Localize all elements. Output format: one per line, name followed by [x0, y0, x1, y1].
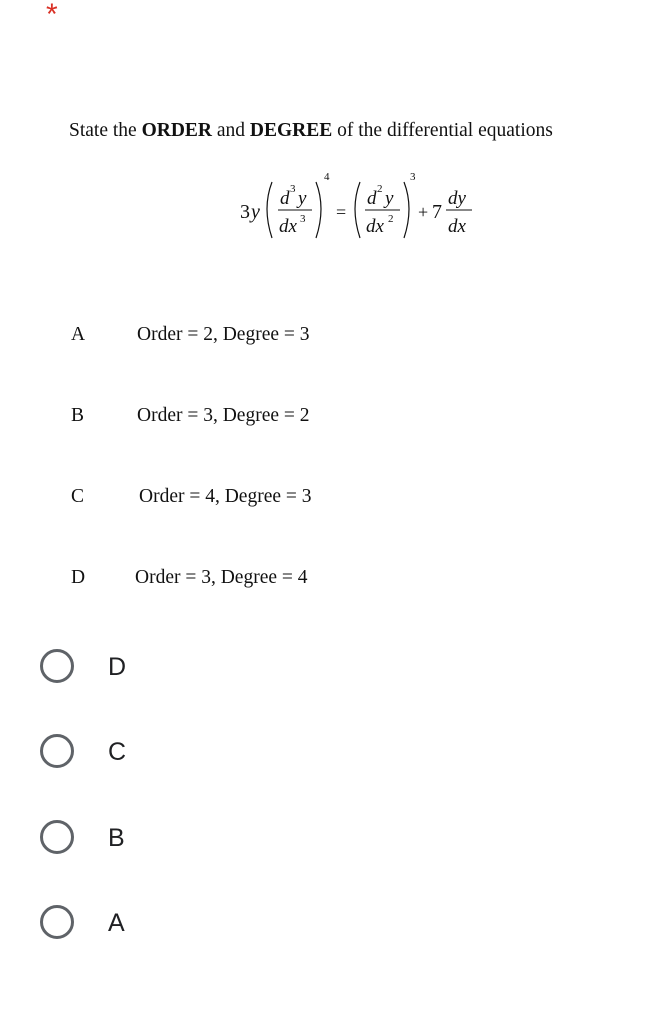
svg-text:dx: dx — [279, 216, 297, 237]
radio-button-icon[interactable] — [40, 734, 74, 768]
svg-text:d: d — [280, 188, 290, 209]
svg-text:3: 3 — [290, 183, 296, 195]
radio-option-c[interactable] — [40, 734, 340, 778]
choice-letter: A — [71, 324, 86, 345]
svg-text:+: + — [418, 202, 429, 222]
svg-text:y: y — [385, 188, 394, 209]
choice-text: Order = 2, Degree = 3 — [137, 324, 310, 345]
radio-label[interactable]: D — [108, 653, 127, 681]
choice-text: Order = 3, Degree = 4 — [135, 567, 308, 588]
differential-equation — [228, 168, 488, 248]
svg-text:2: 2 — [388, 213, 394, 225]
required-asterisk: * — [46, 0, 58, 31]
radio-option-b[interactable] — [40, 820, 340, 864]
radio-button-icon[interactable] — [40, 649, 74, 683]
radio-option-a[interactable] — [40, 905, 340, 949]
radio-label[interactable]: A — [108, 909, 125, 937]
eq-var: y — [251, 201, 260, 223]
radio-button-icon[interactable] — [40, 905, 74, 939]
svg-text:d: d — [367, 188, 377, 209]
eq-coef: 3 — [240, 201, 250, 223]
svg-text:=: = — [336, 202, 347, 222]
svg-text:y: y — [298, 188, 307, 209]
svg-text:dx: dx — [448, 216, 466, 237]
svg-text:7: 7 — [432, 201, 442, 223]
question-text: State the ORDER and DEGREE of the differential equations — [69, 120, 553, 141]
radio-label[interactable]: B — [108, 824, 125, 852]
choice-letter: B — [71, 405, 85, 426]
choice-text: Order = 3, Degree = 2 — [137, 405, 310, 426]
svg-text:dy: dy — [448, 188, 466, 209]
radio-option-d[interactable] — [40, 649, 340, 693]
eq-power-2: 3 — [410, 171, 416, 183]
choice-letter: C — [71, 486, 85, 507]
question-bold-order: ORDER — [141, 120, 212, 141]
radio-button-icon[interactable] — [40, 820, 74, 854]
svg-text:2: 2 — [377, 183, 383, 195]
radio-label[interactable]: C — [108, 738, 127, 766]
eq-power-1: 4 — [324, 171, 330, 183]
choice-text: Order = 4, Degree = 3 — [139, 486, 312, 507]
choice-letter: D — [71, 567, 86, 588]
svg-text:3: 3 — [300, 213, 306, 225]
question-bold-degree: DEGREE — [249, 120, 333, 141]
svg-text:dx: dx — [366, 216, 384, 237]
